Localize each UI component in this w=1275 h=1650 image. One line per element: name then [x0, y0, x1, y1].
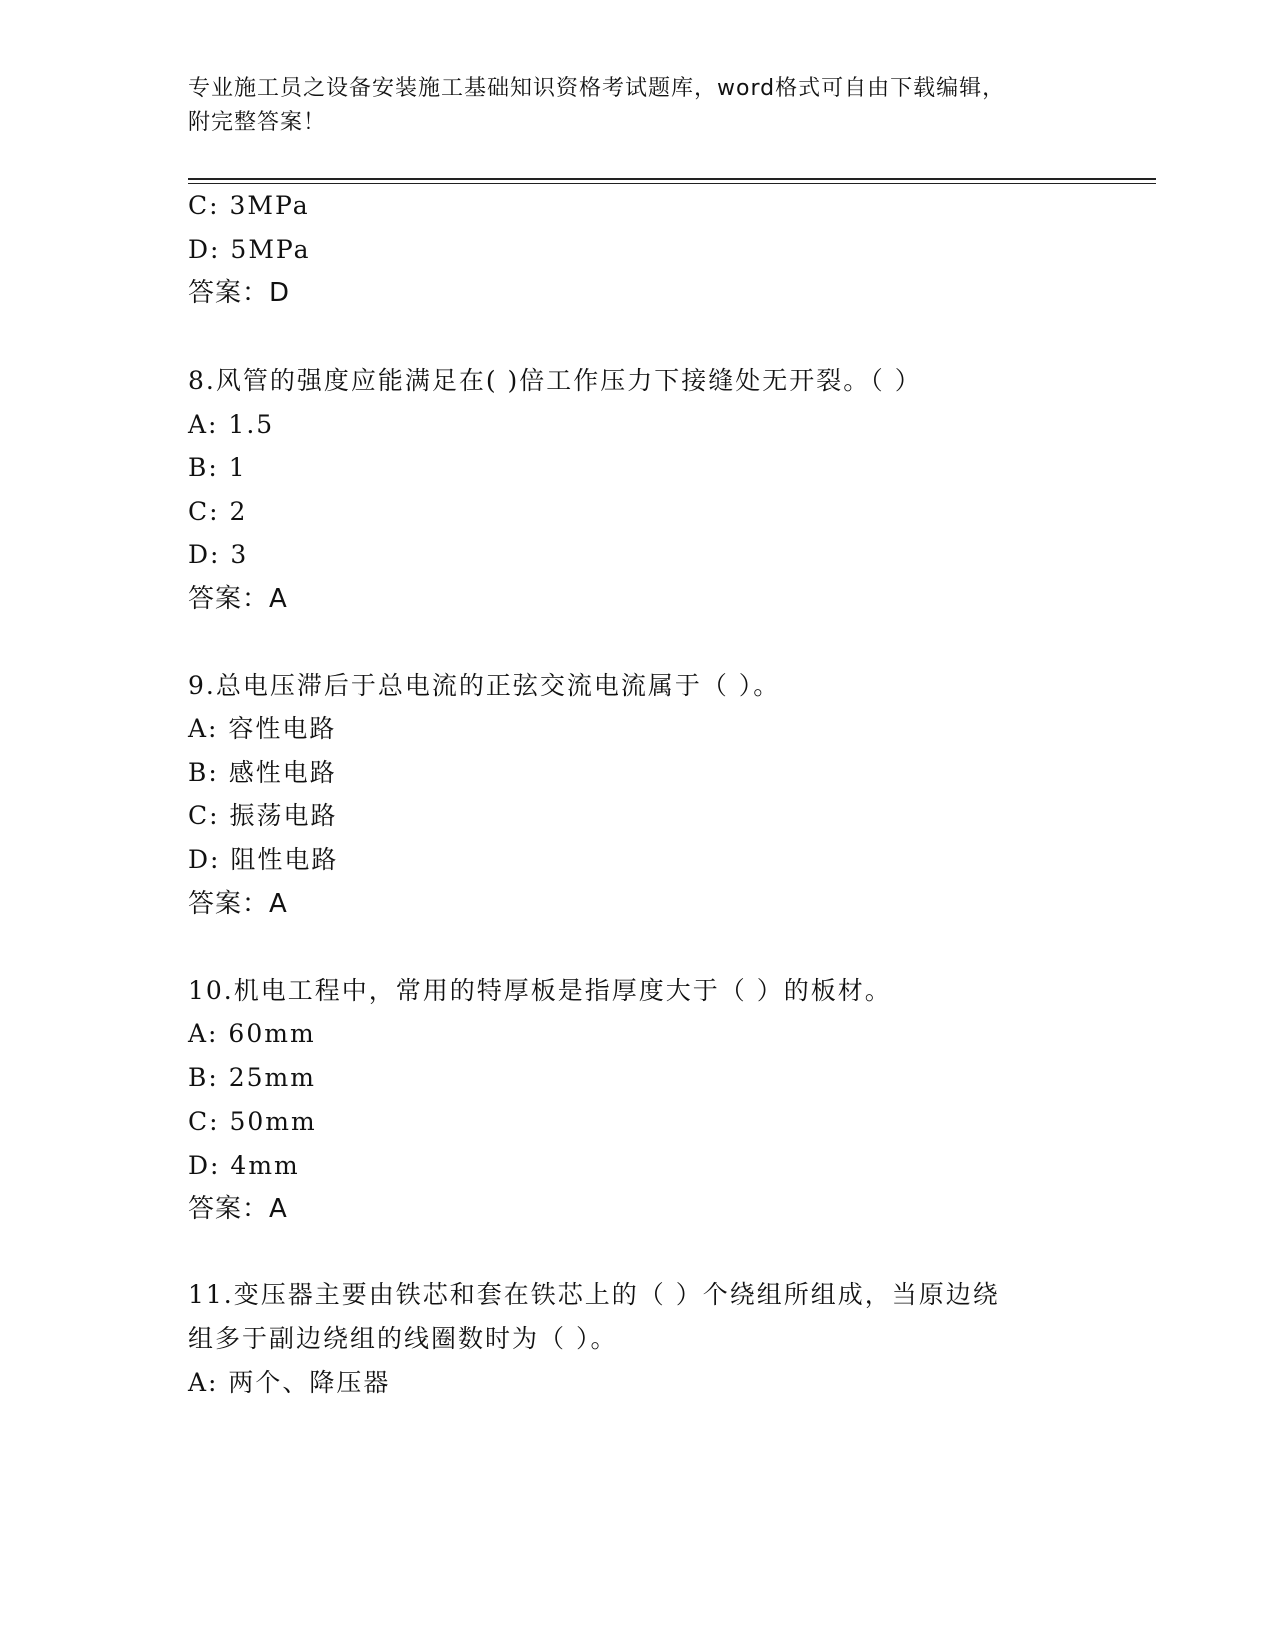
header-line-1: 专业施工员之设备安装施工基础知识资格考试题库，word格式可自由下载编辑， [188, 76, 1006, 101]
q10-option-a: A: 60mm [188, 1019, 316, 1048]
q9-answer: 答案：A [188, 889, 288, 919]
header-divider [188, 178, 1156, 180]
q8-option-b: B: 1 [188, 453, 247, 482]
q8-option-a: A: 1.5 [188, 410, 275, 439]
header-line-2: 附完整答案！ [188, 110, 327, 135]
document-header [188, 72, 1088, 140]
q9-option-b: B: 感性电路 [188, 758, 337, 787]
q9-question: 9.总电压滞后于总电流的正弦交流电流属于（ ）。 [188, 671, 781, 700]
q8-answer: 答案：A [188, 584, 288, 614]
q7-option-c: C: 3MPa [188, 191, 310, 220]
q10-question: 10.机电工程中，常用的特厚板是指厚度大于（ ）的板材。 [188, 976, 892, 1005]
q10-option-b: B: 25mm [188, 1063, 316, 1092]
q8-question: 8.风管的强度应能满足在( )倍工作压力下接缝处无开裂。（ ） [188, 366, 922, 395]
q9-option-a: A: 容性电路 [188, 714, 337, 743]
q10-option-c: C: 50mm [188, 1107, 317, 1136]
q11-question-line-1: 11.变压器主要由铁芯和套在铁芯上的（ ）个绕组所组成，当原边绕 [188, 1280, 1000, 1309]
q9-option-d: D: 阻性电路 [188, 845, 339, 874]
q11-option-a: A: 两个、降压器 [188, 1368, 391, 1397]
header-divider-thin [188, 183, 1156, 184]
q7-option-d: D: 5MPa [188, 235, 311, 264]
q10-option-d: D: 4mm [188, 1151, 300, 1180]
q10-answer: 答案：A [188, 1194, 288, 1224]
q8-option-c: C: 2 [188, 497, 248, 526]
q8-option-d: D: 3 [188, 540, 249, 569]
q9-option-c: C: 振荡电路 [188, 801, 338, 830]
q7-answer: 答案：D [188, 278, 291, 308]
q11-question-line-2: 组多于副边绕组的线圈数时为（ ）。 [188, 1324, 618, 1353]
